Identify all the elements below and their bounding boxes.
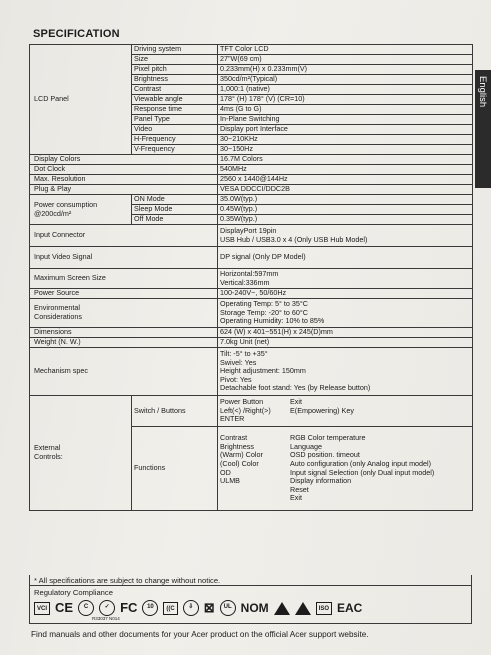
ul-mark-icon: UL [220, 600, 236, 616]
label-line: Power consumption [34, 200, 98, 210]
eac-mark-icon: EAC [337, 601, 363, 615]
table-row [30, 247, 473, 269]
table-row [30, 225, 473, 247]
row-label: Max. Resolution [30, 175, 218, 185]
value-line: (Warm) Color [220, 450, 263, 460]
value-cell: In-Plane Switching [218, 115, 473, 125]
sub-label: Sleep Mode [132, 205, 218, 215]
sub-label: Video [132, 125, 218, 135]
value-cell: 16.7M Colors [218, 155, 473, 165]
sub-label: H-Frequency [132, 135, 218, 145]
row-label: Dot Clock [30, 165, 218, 175]
sub-label: ON Mode [132, 195, 218, 205]
iso-mark-icon: ISO [316, 602, 332, 615]
table-row [30, 45, 473, 55]
fcc-logo-icon: FC [120, 600, 138, 615]
sub-label: Size [132, 55, 218, 65]
table-row [30, 289, 473, 299]
energy-arrow-icon: ⇩ [183, 600, 199, 616]
value-cell: DP signal (Only DP Model) [218, 247, 473, 269]
value-line: Tilt: -5° to +35° [220, 348, 268, 358]
page-title: SPECIFICATION [33, 28, 120, 40]
sub-label: Brightness [132, 75, 218, 85]
sub-label: Switch / Buttons [132, 396, 218, 427]
value-line: Operating Humidity: 10% to 85% [220, 316, 325, 326]
weee-bin-icon: ⊠ [203, 600, 215, 615]
value-cell: 30~150Hz [218, 145, 473, 155]
sub-label: Viewable angle [132, 95, 218, 105]
value-line: E(Empowering) Key [290, 405, 354, 415]
value-line: Display information [290, 476, 352, 486]
value-line: Left(<) /Right(>) [220, 405, 271, 415]
sub-label: Panel Type [132, 115, 218, 125]
row-label-external-controls [30, 396, 132, 511]
value-cell: 35.0W(typ.) [218, 195, 473, 205]
value-line: Brightness [220, 441, 254, 451]
support-footer: Find manuals and other documents for your Acer product on the official Acer support website. [31, 630, 369, 639]
language-tab-label: English [477, 76, 488, 108]
row-label: Display Colors [30, 155, 218, 165]
value-line: Reset [290, 484, 309, 494]
value-line: DisplayPort 19pin [220, 225, 277, 235]
row-label: Input Video Signal [30, 247, 218, 269]
sub-label: Off Mode [132, 215, 218, 225]
kc-mark-icon: ((C [163, 602, 177, 615]
value-cell: 0.35W(typ.) [218, 215, 473, 225]
vcci-logo-icon: VCI [34, 602, 50, 615]
nom-mark-icon: NOM [240, 601, 269, 615]
value-cell: 0.45W(typ.) [218, 205, 473, 215]
value-line: USB Hub / USB3.0 x 4 (Only USB Hub Model) [220, 234, 368, 244]
language-tab [475, 70, 491, 188]
value-line: Power Button [220, 397, 264, 407]
value-cell: 624 (W) x 401~551(H) x 245(D)mm [218, 328, 473, 338]
value-cell [218, 299, 473, 328]
value-cell: 350cd/m²(Typical) [218, 75, 473, 85]
value-line: Operating Temp: 5° to 35°C [220, 299, 308, 309]
row-label: Plug & Play [30, 185, 218, 195]
sub-label: Pixel pitch [132, 65, 218, 75]
label-line: Environmental [34, 303, 80, 313]
value-line: OD [220, 467, 231, 477]
table-row [30, 269, 473, 289]
value-line: Storage Temp: -20° to 60°C [220, 307, 308, 317]
row-label: Input Connector [30, 225, 218, 247]
value-cell: 100-240V~, 50/60Hz [218, 289, 473, 299]
value-cell: 0.233mm(H) x 0.233mm(V) [218, 65, 473, 75]
sub-label: Response time [132, 105, 218, 115]
certification-logos [34, 600, 362, 616]
value-cell: 7.0kg Unit (net) [218, 338, 473, 348]
table-row [30, 328, 473, 338]
value-line: Exit [290, 397, 302, 407]
table-row [30, 348, 473, 396]
value-cell: VESA DDCCI/DDC2B [218, 185, 473, 195]
sub-label: Contrast [132, 85, 218, 95]
regulatory-codes: R33037 N014 [92, 616, 120, 621]
value-line: Vertical:336mm [220, 277, 270, 287]
value-line: Auto configuration (only Analog input model) [290, 458, 432, 468]
row-label: Mechanism spec [30, 348, 218, 396]
table-row [30, 165, 473, 175]
value-line: ENTER [220, 414, 245, 424]
row-label-lcd-panel: LCD Panel [30, 45, 132, 155]
value-line: Contrast [220, 432, 248, 442]
sub-label: V-Frequency [132, 145, 218, 155]
ce-mark-icon: CE [55, 600, 74, 615]
specs-notice: * All specifications are subject to change without notice. [29, 575, 472, 586]
label-line: External [34, 443, 61, 453]
china-rohs-icon: 10 [142, 600, 158, 616]
ccc-logo-icon: C [78, 600, 94, 616]
spec-table [29, 44, 473, 511]
table-row [30, 175, 473, 185]
value-line: RGB Color temperature [290, 432, 366, 442]
caution-triangle-icon [295, 602, 311, 615]
value-line: Language [290, 441, 322, 451]
row-label-power-consumption [30, 195, 132, 225]
value-cell [218, 269, 473, 289]
value-cell: 540MHz [218, 165, 473, 175]
value-line: Swivel: Yes [220, 357, 257, 367]
value-line: Horizontal:597mm [220, 268, 279, 278]
row-label: Dimensions [30, 328, 218, 338]
row-label: Power Source [30, 289, 218, 299]
value-line: Height adjustment: 150mm [220, 366, 306, 376]
value-cell: 27"W(69 cm) [218, 55, 473, 65]
table-row [30, 299, 473, 328]
c-tick-logo-icon: ✓ [99, 600, 115, 616]
regulatory-compliance [29, 586, 472, 624]
value-cell: 30~210KHz [218, 135, 473, 145]
value-line: Pivot: Yes [220, 374, 252, 384]
row-label: Maximum Screen Size [30, 269, 218, 289]
label-line: @200cd/m² [34, 208, 72, 218]
table-row [30, 338, 473, 348]
table-row [30, 195, 473, 205]
value-cell [218, 348, 473, 396]
value-line: ULMB [220, 476, 240, 486]
value-cell [218, 427, 473, 511]
value-line: (Cool) Color [220, 458, 259, 468]
regulatory-label: Regulatory Compliance [34, 588, 113, 597]
value-cell: 1,000:1 (native) [218, 85, 473, 95]
label-line: Considerations [34, 312, 82, 321]
table-row [30, 155, 473, 165]
value-cell [218, 396, 473, 427]
sub-label: Driving system [132, 45, 218, 55]
value-cell: TFT Color LCD [218, 45, 473, 55]
value-line: Input signal Selection (only Dual input model) [290, 467, 435, 477]
value-cell: 178° (H) 178° (V) (CR=10) [218, 95, 473, 105]
warning-triangle-icon [274, 602, 290, 615]
value-cell: 4ms (G to G) [218, 105, 473, 115]
table-row [30, 396, 473, 427]
sub-label: Functions [132, 427, 218, 511]
value-cell: 2560 x 1440@144Hz [218, 175, 473, 185]
value-line: Detachable foot stand: Yes (by Release button) [220, 383, 371, 393]
table-row [30, 185, 473, 195]
row-label-environmental [30, 299, 218, 328]
row-label: Weight (N. W.) [30, 338, 218, 348]
label-line: Controls: [34, 452, 63, 461]
value-line: OSD position. timeout [290, 450, 360, 460]
value-line: Exit [290, 493, 302, 503]
value-cell: Display port Interface [218, 125, 473, 135]
value-cell [218, 225, 473, 247]
